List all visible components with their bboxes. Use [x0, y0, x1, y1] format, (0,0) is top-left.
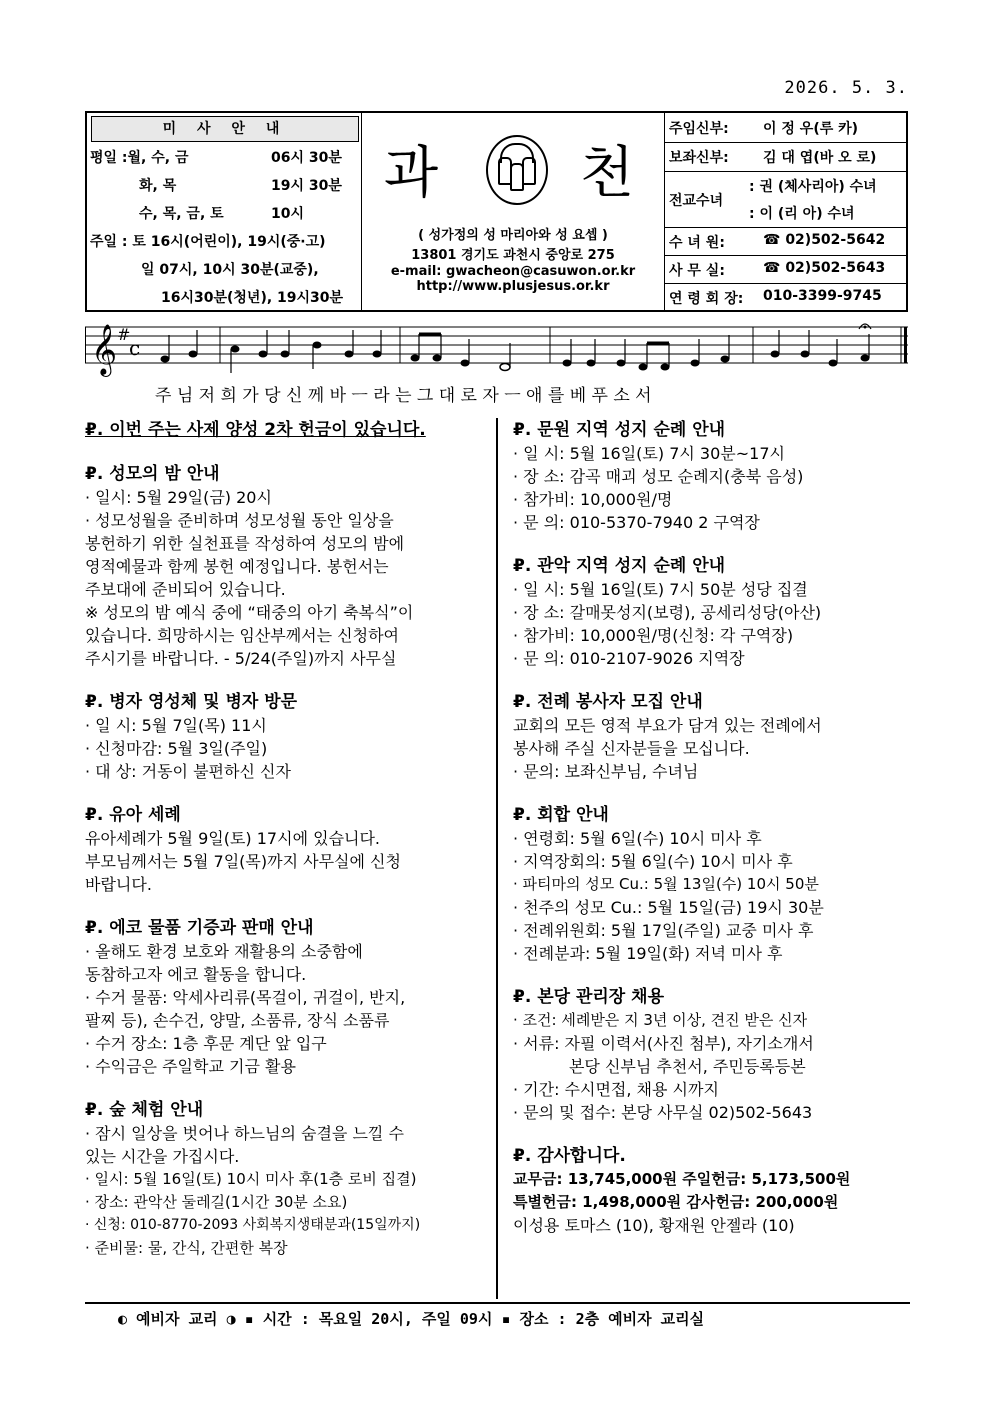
section-line: · 문 의: 010-2107-9026 지역장 [513, 649, 745, 668]
section-line: · 수거 물품: 악세사리류(목걸이, 귀걸이, 반지, [85, 988, 406, 1007]
parish-name-left: 과 [384, 141, 439, 206]
left-column [85, 418, 485, 1260]
section-title: ₽. 문원 지역 성지 순례 안내 [513, 420, 726, 440]
section-line: · 대 상: 거동이 불편하신 신자 [85, 762, 291, 781]
section-title: ₽. 숲 체험 안내 [85, 1100, 204, 1120]
section-line: 봉헌하기 위한 실천표를 작성하여 성모의 밤에 [85, 534, 405, 553]
section-line: · 참가비: 10,000원/명 [513, 490, 673, 509]
thanks-offering-line: 특별헌금: 1,498,000원 감사헌금: 200,000원 [513, 1193, 839, 1211]
staff-row: 사 무 실: ☎ 02)502-5643 [665, 256, 906, 284]
mass-schedule-title: 미 사 안 내 [91, 116, 359, 142]
thanks-donors: 이성용 토마스 (10), 황재원 안젤라 (10) [513, 1216, 795, 1235]
svg-text:𝄞: 𝄞 [91, 324, 118, 375]
section-line: · 지역장회의: 5월 6일(수) 10시 미사 후 [513, 852, 793, 871]
patron-saints: ( 성가정의 성 마리아와 성 요셉 ) [418, 228, 608, 243]
parish-address: 13801 경기도 과천시 중앙로 275 [411, 248, 615, 263]
section-title: ₽. 감사합니다. [513, 1146, 626, 1166]
section-line: · 일시: 5월 29일(금) 20시 [85, 488, 272, 507]
hymn-lyrics: 주 님 저 희 가 당 신 께 바 ㅡ 라 는 그 대 로 자 ㅡ 애 를 베 푸 소 서 [155, 386, 652, 406]
section-line: 본당 신부님 추천서, 주민등록등본 [513, 1057, 806, 1076]
section-line: · 문 의: 010-5370-7940 2 구역장 [513, 513, 760, 532]
bulletin-header [85, 111, 908, 312]
parish-name-right: 천 [580, 141, 635, 206]
section-line: 부모님께서는 5월 7일(목)까지 사무실에 신청 [85, 852, 401, 871]
mass-row-label: 평일 :월, 수, 금 [90, 150, 189, 166]
section-line: ※ 성모의 밤 예식 중에 “태중의 아기 축복식”이 [85, 603, 414, 622]
section-title: ₽. 전례 봉사자 모집 안내 [513, 692, 703, 712]
mass-row-time: 06시 30분 [271, 150, 342, 166]
section-title: ₽. 에코 물품 기증과 판매 안내 [85, 918, 314, 938]
thanks-offering-line: 교무금: 13,745,000원 주일헌금: 5,173,500원 [513, 1170, 851, 1188]
section-line: · 준비물: 물, 간식, 간편한 복장 [85, 1239, 288, 1257]
section-title: ₽. 성모의 밤 안내 [85, 464, 220, 484]
section-line: · 참가비: 10,000원/명(신청: 각 구역장) [513, 626, 794, 645]
parish-title-block [362, 113, 665, 310]
section-line: 팔찌 등), 손수건, 양말, 소품류, 장식 소품류 [85, 1011, 390, 1030]
section-line: · 신청마감: 5월 3일(주일) [85, 739, 268, 758]
parish-website: http://www.plusjesus.or.kr [416, 279, 610, 294]
section-line: · 장 소: 갈매못성지(보령), 공세리성당(아산) [513, 603, 822, 622]
svg-text:#: # [117, 325, 131, 344]
staff-row: 주임신부: 이 정 우(루 카) [665, 113, 906, 143]
section-title: ₽. 회합 안내 [513, 805, 609, 825]
mass-row-label: 주일 : 토 16시(어린이), 19시(중·고) [90, 234, 326, 250]
section-line: · 파티마의 성모 Cu.: 5월 13일(수) 10시 50분 [513, 875, 819, 893]
section-line: 주시기를 바랍니다. - 5/24(주일)까지 사무실 [85, 649, 397, 668]
section-line: · 문의: 보좌신부님, 수녀님 [513, 762, 699, 781]
section-line: · 잠시 일상을 벗어나 하느님의 숨결을 느낄 수 [85, 1124, 404, 1143]
parish-email: e-mail: gwacheon@casuwon.or.kr [390, 264, 636, 279]
section-line: · 일시: 5월 16일(토) 10시 미사 후(1층 로비 집결) [85, 1170, 417, 1188]
section-line: 영적예물과 함께 봉헌 예정입니다. 봉헌서는 [85, 557, 389, 576]
section-line: · 문의 및 접수: 본당 사무실 02)502-5643 [513, 1103, 813, 1122]
section-line: · 연령회: 5월 6일(수) 10시 미사 후 [513, 829, 762, 848]
section-line: 주보대에 준비되어 있습니다. [85, 580, 286, 599]
section-line: 유아세례가 5월 9일(토) 17시에 있습니다. [85, 829, 381, 848]
staff-row: 연 령 회 장: 010-3399-9745 [669, 288, 882, 307]
issue-date: 2026. 5. 3. [784, 78, 908, 98]
section-line: · 조건: 세례받은 지 3년 이상, 견진 받은 신자 [513, 1011, 808, 1029]
section-line: · 수익금은 주일학교 기금 활용 [85, 1057, 296, 1076]
column-divider [496, 418, 498, 1299]
section-line: · 일 시: 5월 16일(토) 7시 30분~17시 [513, 444, 785, 463]
section-title: ₽. 이번 주는 사제 양성 2차 헌금이 있습니다. [85, 420, 426, 440]
mass-row-time: 19시 30분 [271, 178, 342, 194]
section-line: 있는 시간을 가집시다. [85, 1147, 240, 1166]
svg-text:c: c [129, 336, 141, 360]
mass-row-label: 16시30분(청년), 19시30분 [161, 290, 344, 306]
section-title: ₽. 유아 세례 [85, 805, 181, 825]
section-line: · 일 시: 5월 16일(토) 7시 50분 성당 집결 [513, 580, 808, 599]
mass-row-label: 일 07시, 10시 30분(교중), [141, 262, 319, 278]
section-line: · 일 시: 5월 7일(목) 11시 [85, 716, 267, 735]
catechumen-class-notice: ◐ 예비자 교리 ◑ ▪ 시간 : 목요일 20시, 주일 09시 ▪ 장소 : 2층 예비자 교리실 [118, 1310, 705, 1328]
staff-row: 수 녀 원: ☎ 02)502-5642 [665, 228, 906, 256]
section-line: · 올해도 환경 보호와 재활용의 소중함에 [85, 942, 363, 961]
section-title: ₽. 본당 관리장 채용 [513, 987, 664, 1007]
mass-row-label: 수, 목, 금, 토 [139, 206, 224, 222]
section-line: 봉사해 주실 신자분들을 모십니다. [513, 739, 750, 758]
footer-divider [85, 1302, 910, 1304]
section-line: · 전례분과: 5월 19일(화) 저녁 미사 후 [513, 944, 783, 963]
section-line: · 신청: 010-8770-2093 사회복지생태분과(15일까지) [85, 1217, 421, 1233]
section-line: · 장소: 관악산 둘레길(1시간 30분 소요) [85, 1193, 348, 1211]
section-line: 동참하고자 에코 활동을 합니다. [85, 965, 307, 984]
mass-schedule [87, 113, 362, 310]
staff-row: 보좌신부: 김 대 엽(바 오 로) [665, 143, 906, 172]
section-line: 바랍니다. [85, 875, 152, 894]
section-title: ₽. 병자 영성체 및 병자 방문 [85, 692, 298, 712]
section-line: · 천주의 성모 Cu.: 5월 15일(금) 19시 30분 [513, 898, 824, 917]
section-line: · 서류: 자필 이력서(사진 첨부), 자기소개서 [513, 1034, 814, 1053]
section-line: · 장 소: 감곡 매괴 성모 순례지(충북 음성) [513, 467, 804, 486]
holy-family-emblem-icon [486, 135, 548, 205]
section-line: 있습니다. 희망하시는 임산부께서는 신청하여 [85, 626, 400, 645]
mass-row-time: 10시 [271, 206, 305, 222]
staff-row: 전교수녀 : 권 (체사리아) 수녀 : 이 (리 아) 수녀 [665, 172, 906, 228]
section-line: · 기간: 수시면접, 채용 시까지 [513, 1080, 719, 1099]
section-line: · 전례위원회: 5월 17일(주일) 교중 미사 후 [513, 921, 814, 940]
section-line: · 수거 장소: 1층 후문 계단 앞 입구 [85, 1034, 327, 1053]
section-line: 교회의 모든 영적 부요가 담겨 있는 전례에서 [513, 716, 822, 735]
staff-directory [665, 113, 906, 310]
section-title: ₽. 관악 지역 성지 순례 안내 [513, 556, 726, 576]
right-column [513, 418, 913, 1237]
section-line: · 성모성월을 준비하며 성모성월 동안 일상을 [85, 511, 394, 530]
mass-row-label: 화, 목 [139, 178, 177, 194]
